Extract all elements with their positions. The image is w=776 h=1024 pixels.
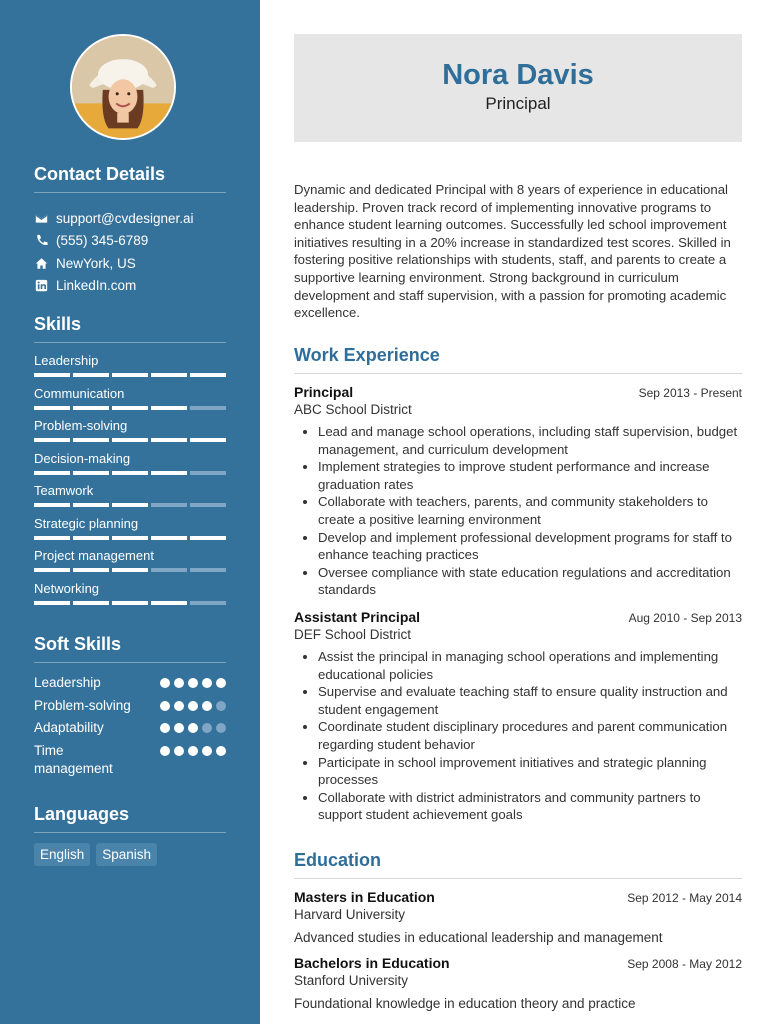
- job-bullets: [294, 648, 742, 824]
- rating-dot: [202, 701, 212, 711]
- skill-bar-segment: [112, 601, 148, 605]
- rating-dot: [188, 723, 198, 733]
- skill-bar-segment: [190, 503, 226, 507]
- skill-item: [34, 539, 226, 572]
- sidebar: [0, 0, 260, 1024]
- education-entry: [294, 955, 742, 1011]
- skill-item: [34, 377, 226, 410]
- skill-bar-segment: [151, 503, 187, 507]
- soft-skills-heading: Soft Skills: [34, 634, 226, 663]
- education-section: [294, 850, 742, 1011]
- languages-section: [34, 804, 226, 866]
- job-bullet: • Collaborate with district administrators and community partners to support student achievement goals: [318, 789, 742, 824]
- skill-bar-segment: [190, 536, 226, 540]
- school-name: Stanford University: [294, 973, 409, 988]
- contact-email-text: support@cvdesigner.ai: [56, 210, 194, 226]
- rating-dot: [188, 701, 198, 711]
- skill-item: [34, 409, 226, 442]
- skill-bar-segment: [190, 471, 226, 475]
- rating-dot: [160, 723, 170, 733]
- envelope-icon: [34, 211, 48, 225]
- rating-dot: [216, 701, 226, 711]
- profile-photo: [70, 34, 176, 140]
- job-bullet: • Collaborate with teachers, parents, and community stakeholders to create a positive learning environment: [318, 493, 742, 528]
- skill-bar-segment: [34, 471, 70, 475]
- candidate-title: Principal: [485, 94, 551, 113]
- resume-header: [294, 34, 742, 142]
- skill-bar-segment: [112, 568, 148, 572]
- linkedin-icon: [34, 279, 48, 293]
- job-entry: [294, 384, 742, 599]
- contact-location-text: NewYork, US: [56, 255, 136, 271]
- job-entry: [294, 609, 742, 824]
- job-organization: DEF School District: [294, 626, 412, 642]
- skill-bar-segment: [151, 601, 187, 605]
- rating-dot: [174, 701, 184, 711]
- skill-bar-segment: [34, 438, 70, 442]
- skill-bar-segment: [73, 601, 109, 605]
- skill-bar-segment: [34, 568, 70, 572]
- contact-email[interactable]: [34, 207, 226, 230]
- skill-bar-segment: [151, 438, 187, 442]
- rating-dot: [188, 746, 198, 756]
- rating-dot: [160, 701, 170, 711]
- soft-skill-dots: [160, 697, 226, 711]
- rating-dot: [160, 746, 170, 756]
- rating-dot: [188, 678, 198, 688]
- skill-bar-segment: [73, 373, 109, 377]
- soft-skill-dots: [160, 674, 226, 688]
- skill-bar-segment: [73, 568, 109, 572]
- rating-dot: [202, 678, 212, 688]
- skill-bar-segment: [190, 601, 226, 605]
- education-description: Foundational knowledge in education theory and practice: [294, 996, 636, 1011]
- contact-phone-text: (555) 345-6789: [56, 233, 149, 249]
- skill-item: [34, 442, 226, 475]
- job-bullet: • Lead and manage school operations, including staff supervision, budget management, and curriculum development: [318, 423, 742, 458]
- job-bullets: [294, 423, 742, 599]
- soft-skill-name: Problem-solving: [34, 697, 131, 713]
- rating-dot: [216, 746, 226, 756]
- skill-bar-segment: [151, 471, 187, 475]
- skill-bar-segment: [34, 601, 70, 605]
- soft-skill-item: [34, 674, 226, 697]
- skill-bar: [34, 438, 226, 442]
- skill-bar-segment: [190, 373, 226, 377]
- skill-bar-segment: [73, 438, 109, 442]
- skill-name: Decision-making: [34, 450, 131, 466]
- skill-bar-segment: [151, 568, 187, 572]
- education-description: Advanced studies in educational leadership and management: [294, 930, 663, 945]
- skill-bar-segment: [151, 536, 187, 540]
- rating-dot: [174, 746, 184, 756]
- skill-bar-segment: [112, 406, 148, 410]
- education-date: Sep 2012 - May 2014: [627, 891, 742, 905]
- soft-skill-item: [34, 742, 226, 782]
- skill-bar: [34, 373, 226, 377]
- skill-item: [34, 474, 226, 507]
- job-bullet: • Coordinate student disciplinary procedures and parent communication regarding student behavior: [318, 718, 742, 753]
- avatar-image: [72, 36, 174, 138]
- job-bullet: • Supervise and evaluate teaching staff to ensure quality instruction and student engagement: [318, 683, 742, 718]
- rating-dot: [160, 678, 170, 688]
- home-icon: [34, 256, 48, 270]
- skill-bar-segment: [112, 536, 148, 540]
- degree-title: Bachelors in Education: [294, 955, 450, 971]
- skill-item: [34, 507, 226, 540]
- language-tag-english: English: [34, 843, 90, 866]
- education-heading: Education: [294, 850, 742, 879]
- contact-heading: Contact Details: [34, 164, 226, 193]
- skill-bar-segment: [112, 503, 148, 507]
- skill-bar: [34, 503, 226, 507]
- skill-bar-segment: [112, 373, 148, 377]
- skill-bar-segment: [34, 406, 70, 410]
- skill-bar-segment: [73, 471, 109, 475]
- skill-bar: [34, 536, 226, 540]
- job-bullet: • Oversee compliance with state education regulations and accreditation standards: [318, 564, 742, 599]
- work-experience-heading: Work Experience: [294, 345, 742, 374]
- soft-skill-name: Adaptability: [34, 720, 104, 735]
- skill-bar-segment: [34, 536, 70, 540]
- rating-dot: [216, 723, 226, 733]
- job-bullet: • Assist the principal in managing school operations and implementing educational policies: [318, 648, 742, 683]
- profile-summary: Dynamic and dedicated Principal with 8 years of experience in educational leadership. Proven track record of implementing innovative programs to enhance student learning outcomes. Successfully led school improvement initiatives resulting in a 20% increase in standardized test scores. Skilled in fostering positive relationships with students, staff, and parents to create a supportive learning environment. Strong background in curriculum development and staff supervision, with a passion for promoting academic excellence.: [294, 182, 731, 321]
- soft-skill-name: Time management: [34, 742, 113, 776]
- soft-skill-item: [34, 697, 226, 720]
- skill-bar-segment: [190, 438, 226, 442]
- skill-bar-segment: [151, 373, 187, 377]
- contact-location: [34, 252, 226, 275]
- skill-name: Leadership: [34, 353, 99, 368]
- contact-section: [34, 164, 226, 297]
- language-tag-spanish: Spanish: [96, 843, 157, 866]
- job-bullet: • Implement strategies to improve student performance and increase graduation rates: [318, 458, 742, 493]
- skill-bar-segment: [73, 536, 109, 540]
- skill-name: Strategic planning: [34, 515, 139, 531]
- job-date: Sep 2013 - Present: [638, 386, 742, 400]
- skill-bar-segment: [73, 406, 109, 410]
- soft-skill-dots: [160, 719, 226, 733]
- degree-title: Masters in Education: [294, 889, 435, 905]
- soft-skills-section: [34, 634, 226, 782]
- languages-heading: Languages: [34, 804, 226, 833]
- skills-heading: Skills: [34, 314, 226, 343]
- skill-name: Networking: [34, 580, 100, 596]
- education-entry: [294, 889, 742, 945]
- education-date: Sep 2008 - May 2012: [627, 957, 742, 971]
- contact-phone[interactable]: [34, 230, 226, 253]
- skill-bar: [34, 406, 226, 410]
- work-experience-section: [294, 345, 742, 824]
- soft-skill-name: Leadership: [34, 675, 101, 690]
- skill-bar-segment: [34, 503, 70, 507]
- skill-item: [34, 572, 226, 605]
- skill-name: Teamwork: [34, 483, 94, 498]
- skill-bar: [34, 601, 226, 605]
- skill-bar-segment: [190, 406, 226, 410]
- candidate-name: Nora Davis: [442, 59, 594, 91]
- rating-dot: [174, 723, 184, 733]
- job-title: Principal: [294, 384, 354, 400]
- school-name: Harvard University: [294, 907, 406, 922]
- skill-bar: [34, 568, 226, 572]
- job-title: Assistant Principal: [294, 608, 421, 625]
- job-organization: ABC School District: [294, 402, 412, 417]
- rating-dot: [216, 678, 226, 688]
- skill-bar-segment: [73, 503, 109, 507]
- rating-dot: [202, 723, 212, 733]
- skill-bar-segment: [112, 438, 148, 442]
- skills-section: [34, 314, 226, 604]
- job-bullet: • Develop and implement professional development programs for staff to enhance teaching practices: [318, 529, 742, 564]
- skill-bar-segment: [151, 406, 187, 410]
- skill-item: [34, 344, 226, 377]
- skill-name: Project management: [34, 548, 154, 563]
- skill-bar-segment: [190, 568, 226, 572]
- contact-linkedin[interactable]: [34, 275, 226, 298]
- phone-icon: [34, 234, 48, 248]
- soft-skill-dots: [160, 742, 226, 756]
- rating-dot: [202, 746, 212, 756]
- skill-name: Communication: [34, 385, 125, 401]
- skill-bar-segment: [112, 471, 148, 475]
- rating-dot: [174, 678, 184, 688]
- job-bullet: • Participate in school improvement initiatives and strategic planning processes: [318, 754, 742, 789]
- soft-skill-item: [34, 719, 226, 742]
- skill-bar-segment: [34, 373, 70, 377]
- job-date: Aug 2010 - Sep 2013: [628, 610, 742, 625]
- contact-linkedin-text: LinkedIn.com: [56, 278, 137, 294]
- skill-bar: [34, 471, 226, 475]
- skill-name: Problem-solving: [34, 418, 128, 433]
